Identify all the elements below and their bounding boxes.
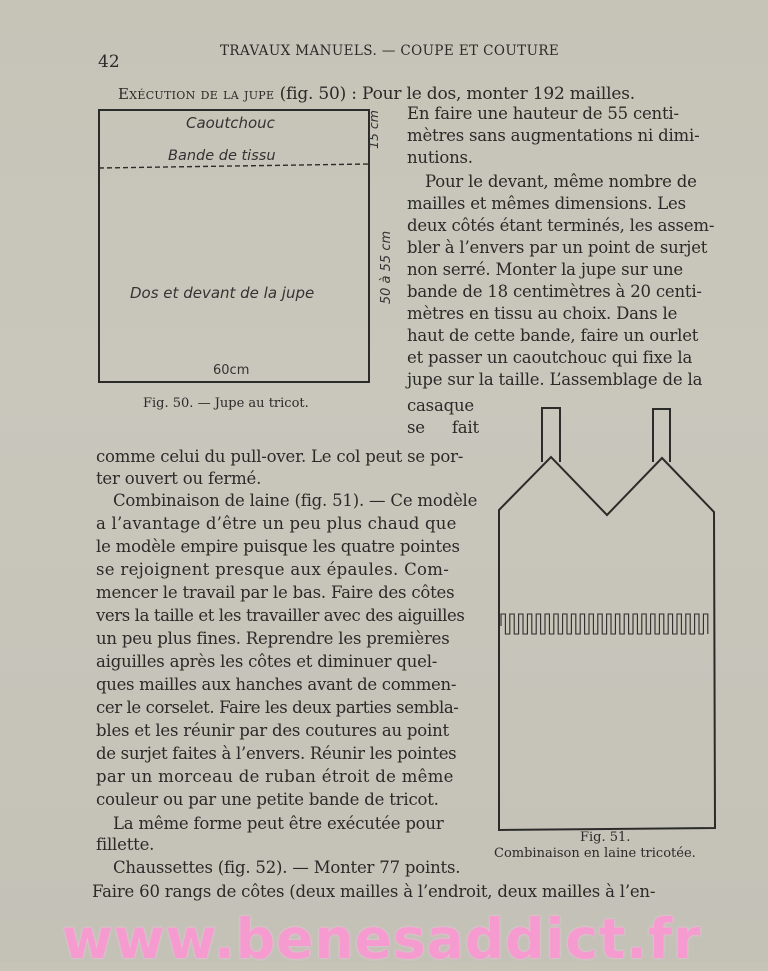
text-line: non serré. Monter la jupe sur une <box>407 260 683 279</box>
label-caoutchouc: Caoutchouc <box>186 114 275 132</box>
text-line: bler à l’envers par un point de surjet <box>407 238 708 257</box>
label-bande-de-tissu: Bande de tissu <box>168 148 276 164</box>
text-line: ter ouvert ou fermé. <box>96 469 262 488</box>
label-dos-et-devant: Dos et devant de la jupe <box>130 284 315 302</box>
left-strap <box>542 408 560 462</box>
text-line: ques mailles aux hanches avant de commen- <box>96 675 457 694</box>
text-line: haut de cette bande, faire un ourlet <box>407 326 699 345</box>
figure-50 <box>98 108 372 384</box>
text-line: se rejoignent presque aux épaules. Com- <box>96 560 450 579</box>
text-line: mètres sans augmentations ni dimi- <box>407 126 700 145</box>
text-line: La même forme peut être exécutée pour <box>113 814 444 833</box>
text-line: Pour le devant, même nombre de <box>425 172 697 191</box>
text-line: par un morceau de ruban étroit de même <box>96 767 454 786</box>
subheading-chaussettes: Chaussettes (fig. 52). — Monter 77 points. <box>113 858 461 877</box>
text-line: deux côtés étant terminés, les assem- <box>407 216 715 235</box>
text-line: En faire une hauteur de 55 centi- <box>407 104 679 123</box>
running-head: TRAVAUX MANUELS. — COUPE ET COUTURE <box>220 43 560 59</box>
text-line: fillette. <box>96 835 155 854</box>
text-line: vers la taille et les travailler avec des aiguilles <box>96 606 465 625</box>
text-line: Faire 60 rangs de côtes (deux mailles à l’endroit, deux mailles à l’en- <box>92 882 656 901</box>
text-line: a l’avantage d’être un peu plus chaud que <box>96 514 457 533</box>
page-number: 42 <box>98 52 120 72</box>
text-line: cer le corselet. Faire les deux parties sembla- <box>96 698 459 717</box>
section-title: Exécution de la jupe <box>118 85 275 103</box>
text-line: couleur ou par une petite bande de tricot. <box>96 790 439 809</box>
slip-outline <box>499 457 715 830</box>
band-dashed-line <box>99 164 369 168</box>
figure-51-number: Fig. 51. <box>580 830 631 845</box>
text-line: aiguilles après les côtes et diminuer quel- <box>96 652 438 671</box>
text-line: et passer un caoutchouc qui fixe la <box>407 348 693 367</box>
dim-skirt-height: 50 à 55 cm <box>379 230 395 305</box>
text-line: bles et les réunir par des coutures au point <box>96 721 449 740</box>
text-line: mètres en tissu au choix. Dans le <box>407 304 678 323</box>
text-line: casaque <box>407 396 474 415</box>
watermark: www.benesaddict.fr <box>62 907 702 971</box>
text-line: mailles et mêmes dimensions. Les <box>407 194 686 213</box>
right-strap <box>653 409 670 462</box>
text-line: jupe sur la taille. L’assemblage de la <box>407 370 703 389</box>
section-title-line <box>118 83 635 105</box>
text-line: un peu plus fines. Reprendre les premières <box>96 629 450 648</box>
text-line: le modèle empire puisque les quatre pointes <box>96 537 460 556</box>
text-line: se fait <box>407 418 479 437</box>
text-line: nutions. <box>407 148 473 167</box>
waist-rib-band <box>501 614 708 634</box>
text-line: bande de 18 centimètres à 20 centi- <box>407 282 702 301</box>
subheading-combinaison: Combinaison de laine (fig. 51). — Ce modèle <box>113 491 478 510</box>
figure-51-title: Combinaison en laine tricotée. <box>494 846 696 861</box>
figure-51-diagram <box>494 400 724 836</box>
section-title-tail: (fig. 50) : Pour le dos, monter 192 mailles. <box>279 84 635 104</box>
text-line: mencer le travail par le bas. Faire des côtes <box>96 583 455 602</box>
text-line: comme celui du pull-over. Le col peut se por- <box>96 447 464 466</box>
rib-meander <box>501 614 708 634</box>
dim-top-band: 15 cm <box>365 110 381 149</box>
dim-width: 60cm <box>213 363 250 378</box>
figure-50-caption: Fig. 50. — Jupe au tricot. <box>143 396 309 411</box>
text-line: de surjet faites à l’envers. Réunir les pointes <box>96 744 457 763</box>
